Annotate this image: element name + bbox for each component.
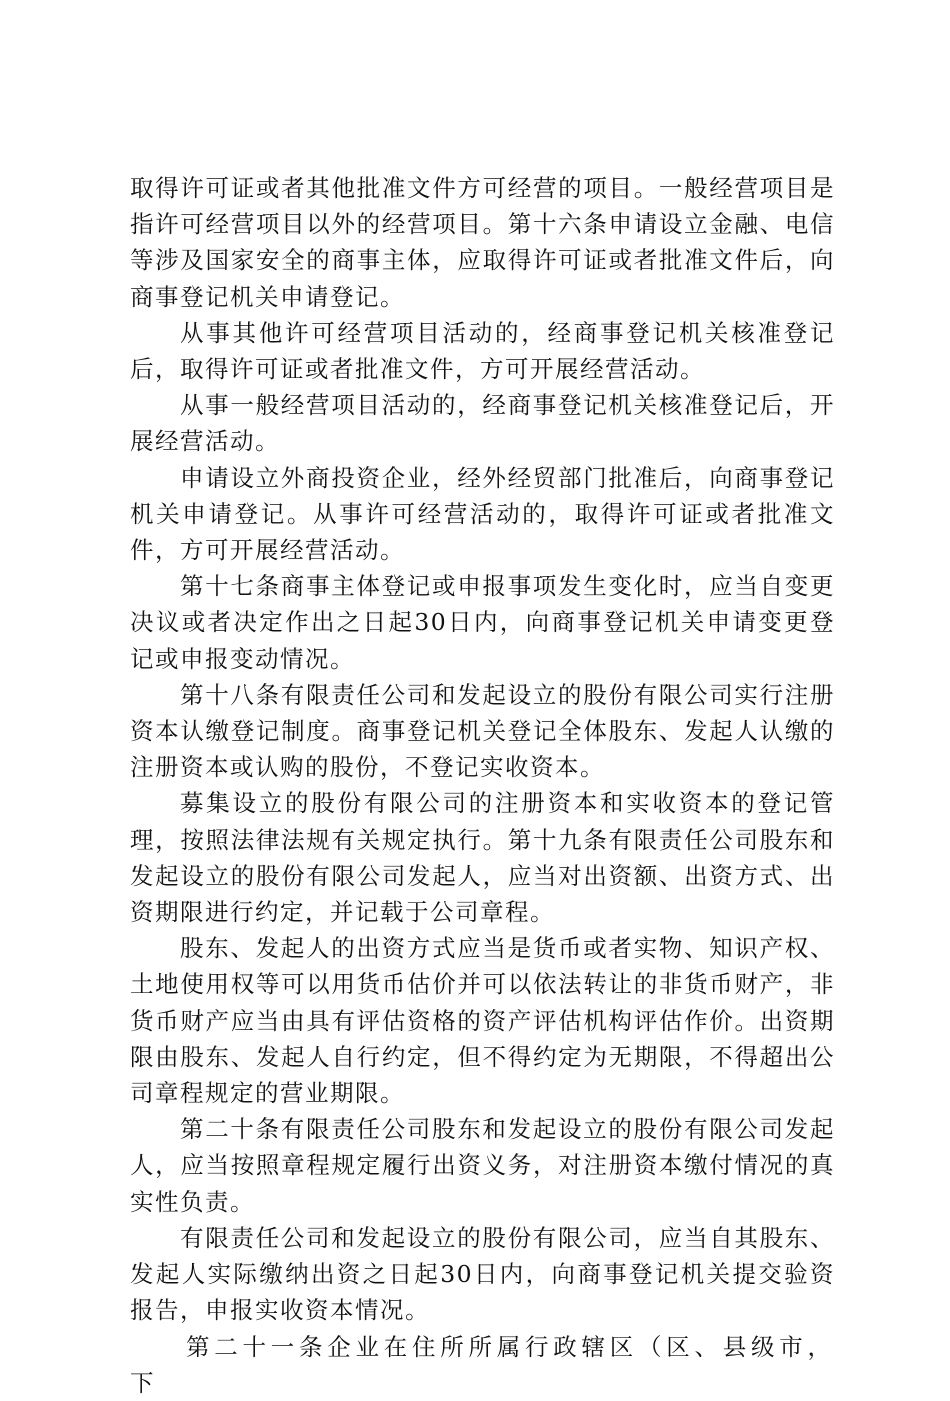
paragraph-7: 募集设立的股份有限公司的注册资本和实收资本的登记管理，按照法律法规有关规定执行。第十九条有限责任公司股东和发起设立的股份有限公司发起人，应当对出资额、出资方式、出资期限进行约定，并记载于公司章程。 xyxy=(130,789,835,927)
paragraph-11: 第二十一条企业在住所所属行政辖区（区、县级市，下 xyxy=(130,1332,835,1397)
paragraph-2: 从事其他许可经营项目活动的，经商事登记机关核准登记后，取得许可证或者批准文件，方可开展经营活动。 xyxy=(130,318,835,384)
paragraph-5: 第十七条商事主体登记或申报事项发生变化时，应当自变更决议或者决定作出之日起30日内，向商事登记机关申请变更登记或申报变动情况。 xyxy=(130,572,835,673)
document-page xyxy=(130,170,835,1401)
paragraph-1: 取得许可证或者其他批准文件方可经营的项目。一般经营项目是指许可经营项目以外的经营项目。第十六条申请设立金融、电信等涉及国家安全的商事主体，应取得许可证或者批准文件后，向商事登记机关申请登记。 xyxy=(130,174,835,311)
paragraph-9: 第二十条有限责任公司股东和发起设立的股份有限公司发起人，应当按照章程规定履行出资义务，对注册资本缴付情况的真实性负责。 xyxy=(130,1115,835,1216)
paragraph-8: 股东、发起人的出资方式应当是货币或者实物、知识产权、土地使用权等可以用货币估价并可以依法转让的非货币财产，非货币财产应当由具有评估资格的资产评估机构评估作价。出资期限由股东、发起人自行约定，但不得约定为无期限，不得超出公司章程规定的营业期限。 xyxy=(130,934,835,1108)
paragraph-10: 有限责任公司和发起设立的股份有限公司，应当自其股东、发起人实际缴纳出资之日起30日内，向商事登记机关提交验资报告，申报实收资本情况。 xyxy=(130,1223,835,1325)
paragraph-6: 第十八条有限责任公司和发起设立的股份有限公司实行注册资本认缴登记制度。商事登记机关登记全体股东、发起人认缴的注册资本或认购的股份，不登记实收资本。 xyxy=(130,680,835,782)
paragraph-3: 从事一般经营项目活动的，经商事登记机关核准登记后，开展经营活动。 xyxy=(130,391,835,456)
paragraph-4: 申请设立外商投资企业，经外经贸部门批准后，向商事登记机关申请登记。从事许可经营活动的，取得许可证或者批准文件，方可开展经营活动。 xyxy=(130,463,835,565)
